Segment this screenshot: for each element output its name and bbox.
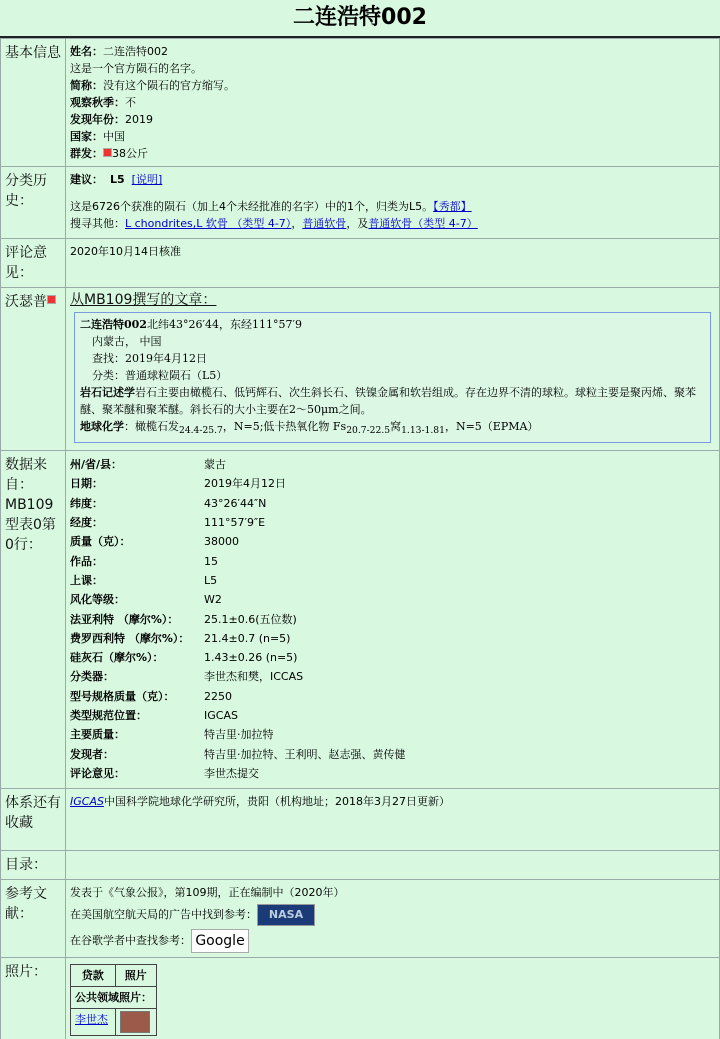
data-row-value: 21.4±0.7 (n=5) xyxy=(204,631,291,645)
data-row-key: 型号规格质量（克）： xyxy=(70,689,175,703)
data-row-key: 经度： xyxy=(70,516,103,530)
page-title: 二连浩特002 xyxy=(0,0,720,38)
data-row-value: 2250 xyxy=(204,689,232,703)
search-link-ordinary-type[interactable]: 普通软骨（类型 4-7） xyxy=(368,217,478,230)
photo-table xyxy=(70,964,157,1036)
data-row-value: 111°57′9″E xyxy=(204,516,266,530)
geochem-sub: 20.7-22.5 xyxy=(346,425,391,437)
data-source-label: 数据来自：MB109型表0第0行： xyxy=(1,451,66,789)
data-row xyxy=(70,667,406,686)
data-row-value: 蒙古 xyxy=(204,458,226,472)
data-row xyxy=(70,513,406,532)
google-scholar-text: 在谷歌学者中查找参考： xyxy=(70,934,191,948)
meteorite-photo-thumbnail[interactable] xyxy=(120,1011,150,1033)
geochem-text: ，N=5;低卡热氧化物 Fs xyxy=(222,420,347,433)
photo-col-credit: 贷款 xyxy=(71,965,116,987)
data-row xyxy=(70,494,406,513)
data-row-key: 上课： xyxy=(70,573,103,587)
data-row-value: 李世杰和樊，ICCAS xyxy=(204,670,304,684)
data-row xyxy=(70,590,406,609)
data-row-key: 州/省/县： xyxy=(70,458,123,472)
references-content xyxy=(66,880,720,958)
writeup-coords: 北纬43°26′44，东经111°57′9 xyxy=(146,318,302,331)
data-row-key: 法亚利特 （摩尔%）： xyxy=(70,612,179,626)
photo-credit-link[interactable]: 李世杰 xyxy=(75,1013,108,1027)
data-row xyxy=(70,687,406,706)
writeup-content xyxy=(66,288,720,451)
collections-label: 体系还有收藏 xyxy=(1,789,66,851)
data-row-value: L5 xyxy=(204,573,218,587)
data-row-key: 分类器： xyxy=(70,670,114,684)
references-label: 参考文献： xyxy=(1,880,66,958)
data-row-value: 李世杰提交 xyxy=(204,766,259,780)
mass-value: 38公斤 xyxy=(112,147,148,160)
data-row xyxy=(70,629,406,648)
country-key: 国家： xyxy=(70,130,103,143)
abbr-value: 没有这个陨石的官方缩写。 xyxy=(103,79,235,92)
abbr-key: 简称： xyxy=(70,79,103,92)
geochem-text: 窝 xyxy=(390,420,402,433)
data-row-key: 纬度： xyxy=(70,496,103,510)
data-row-key: 发现者： xyxy=(70,747,114,761)
data-row-key: 质量（克）： xyxy=(70,535,131,549)
search-sep: ， xyxy=(291,217,303,230)
data-row xyxy=(70,745,406,764)
data-row xyxy=(70,648,406,667)
data-row-key: 类型规范位置： xyxy=(70,709,147,723)
comment-value: 2020年10月14日核准 xyxy=(66,239,720,288)
data-row xyxy=(70,474,406,493)
geochem-sub: 1.13-1.81 xyxy=(401,425,445,437)
writeup-label-text: 沃瑟普 xyxy=(5,294,47,310)
data-row-value: 38000 xyxy=(204,535,239,549)
data-row xyxy=(70,552,406,571)
data-row-value: 2019年4月12日 xyxy=(204,477,286,491)
country-value: 中国 xyxy=(103,130,125,143)
data-row xyxy=(70,571,406,590)
geochem-sub: 24.4-25.7 xyxy=(179,425,223,437)
search-link-l-chondrites[interactable]: L chondrites,L 软骨 （类型 4-7） xyxy=(125,217,292,230)
mass-key: 群发： xyxy=(70,147,103,160)
name-key: 姓名： xyxy=(70,45,103,58)
data-table xyxy=(70,455,406,783)
name-value: 二连浩特002 xyxy=(103,45,168,58)
writeup-label xyxy=(1,288,66,451)
data-row-key: 硅灰石（摩尔%）： xyxy=(70,651,164,665)
google-scholar-logo-button[interactable]: Google xyxy=(191,929,249,953)
catalog-content xyxy=(66,851,720,880)
data-row-value: IGCAS xyxy=(204,709,238,723)
data-row-key: 主要质量： xyxy=(70,728,125,742)
data-row xyxy=(70,455,406,474)
geochem-key: 地球化学 xyxy=(80,420,124,433)
writeup-icon[interactable] xyxy=(47,295,56,304)
data-row-value: 43°26′44″N xyxy=(204,496,267,510)
data-row xyxy=(70,725,406,744)
data-row-key: 费罗西利特 （摩尔%）： xyxy=(70,631,190,645)
year-key: 发现年份： xyxy=(70,113,125,126)
classification-desc: 这是6726个获准的陨石（加上4个未经批准的名字）中的1个，归类为L5。 xyxy=(70,200,434,213)
explain-link[interactable]: [说明] xyxy=(131,173,163,186)
data-row-value: 25.1±0.6(五位数) xyxy=(204,612,297,626)
suggest-value: L5 xyxy=(110,173,125,186)
data-row-value: W2 xyxy=(204,593,222,607)
data-row-value: 特吉里·加拉特 xyxy=(204,728,274,742)
writeup-box xyxy=(74,312,711,443)
search-link-ordinary[interactable]: 普通软骨 xyxy=(302,217,347,230)
classification-content xyxy=(66,167,720,239)
data-row-value: 15 xyxy=(204,554,218,568)
data-row-key: 评论意见： xyxy=(70,766,125,780)
comment-label: 评论意见： xyxy=(1,239,66,288)
data-source-content xyxy=(66,451,720,789)
photos-label: 照片： xyxy=(1,958,66,1039)
collections-text: 中国科学院地球化学研究所，贵阳（机构地址；2018年3月27日更新） xyxy=(103,795,450,809)
data-row-key: 作品： xyxy=(70,554,103,568)
data-row xyxy=(70,610,406,629)
writeup-location: 内蒙古， 中国 xyxy=(92,335,162,348)
obs-fall-key: 观察秋季： xyxy=(70,96,125,109)
nasa-ads-logo-button[interactable]: NASA xyxy=(257,904,315,926)
nasa-ads-text: 在美国航空航天局的广告中找到参考： xyxy=(70,908,257,922)
photos-content xyxy=(66,958,720,1039)
data-row xyxy=(70,532,406,551)
catalog-label: 目录： xyxy=(1,851,66,880)
writeup-find-date: 查找：2019年4月12日 xyxy=(92,352,207,365)
writeup-class: 分类：普通球粒陨石（L5） xyxy=(92,369,228,382)
data-row-value: 特吉里·加拉特、王利明、赵志强、黄传健 xyxy=(204,747,406,761)
petrography-key: 岩石记述学 xyxy=(80,386,135,399)
writeup-name: 二连浩特002 xyxy=(80,318,147,331)
data-row-key: 日期： xyxy=(70,477,103,491)
collections-content xyxy=(66,789,720,851)
photo-col-photo: 照片 xyxy=(115,965,156,987)
basic-info-label: 基本信息 xyxy=(1,39,66,167)
geochem-text: ，N=5（EPMA） xyxy=(444,420,539,433)
data-row xyxy=(70,764,406,783)
publication: 发表于《气象公报》，第109期，正在编制中（2020年） xyxy=(70,886,345,900)
year-value: 2019 xyxy=(125,113,153,126)
obs-fall-value: 不 xyxy=(125,96,136,109)
name-note: 这是一个官方陨石的名字。 xyxy=(70,62,202,75)
data-row-value: 1.43±0.26 (n=5) xyxy=(204,651,298,665)
igcas-link[interactable]: IGCAS xyxy=(70,795,104,809)
geochem-text: ：橄榄石发 xyxy=(124,420,179,433)
petrography-text: 岩石主要由橄榄石、低钙辉石、次生斜长石、铁镍金属和软岩组成。存在边界不清的球粒。球粒主要是聚丙烯、聚苯醚、聚苯醚和聚苯醚。斜长石的大小主要在2～50μm之间。 xyxy=(80,386,696,416)
show-all-link[interactable]: 【秀都】 xyxy=(433,200,472,213)
data-row xyxy=(70,706,406,725)
search-sep: ，及 xyxy=(346,217,369,230)
meteorite-table xyxy=(0,38,720,1039)
writeup-heading: 从MB109撰写的文章： xyxy=(70,292,217,308)
recommended-icon[interactable] xyxy=(103,148,112,157)
search-prefix: 搜寻其他： xyxy=(70,217,125,230)
classification-label: 分类历史： xyxy=(1,167,66,239)
basic-info-content xyxy=(66,39,720,167)
data-row-key: 风化等级： xyxy=(70,593,125,607)
public-domain-heading: 公共领域照片： xyxy=(71,987,157,1009)
suggest-key: 建议： xyxy=(70,173,103,186)
